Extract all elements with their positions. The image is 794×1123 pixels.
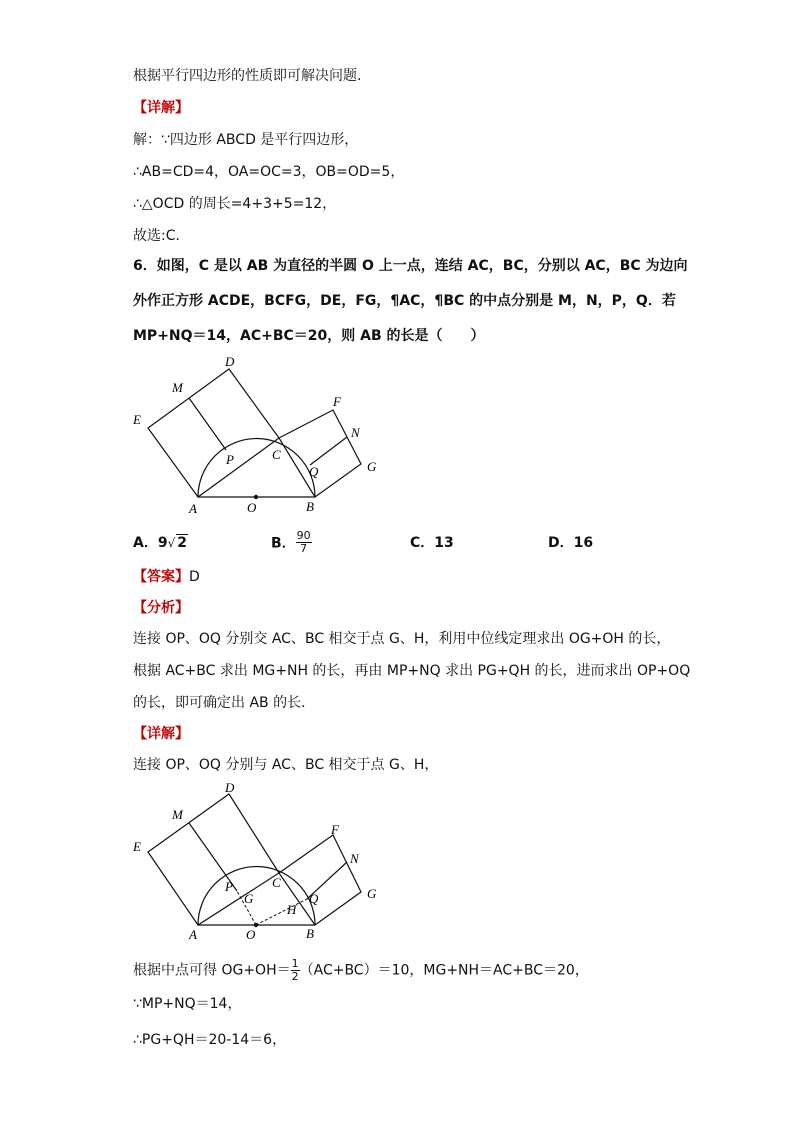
detail-frac-den: 2 <box>291 970 299 983</box>
label-f-2: F <box>331 822 339 837</box>
choice-b-numerator: 90 <box>296 529 311 542</box>
label-n-2: N <box>350 851 359 866</box>
label-d-2: D <box>225 780 235 795</box>
analysis-tag: 【分析】 <box>133 600 189 616</box>
choice-b-denominator: 7 <box>300 542 308 555</box>
detail-line-1: 连接 OP、OQ 分别与 AC、BC 相交于点 G、H， <box>133 757 439 773</box>
segment-mp <box>189 398 226 450</box>
label-g: G <box>367 459 377 474</box>
choice-a-label: A．9 <box>133 535 168 551</box>
label-d: D <box>225 354 235 369</box>
label-f: F <box>333 394 341 409</box>
label-e: E <box>133 412 141 427</box>
detail-line-2-pre: 根据中点可得 OG+OH＝ <box>133 962 291 979</box>
label-o: O <box>247 500 257 515</box>
label-h: H <box>287 902 297 917</box>
choice-a[interactable]: A．9√ 2 <box>133 535 187 551</box>
label-b-2: B <box>306 926 314 941</box>
prev-hint: 根据平行四边形的性质即可解决问题. <box>133 68 362 84</box>
choice-c[interactable]: C．13 <box>410 535 454 551</box>
prev-detail-line-4: 故选:C． <box>133 228 190 244</box>
label-o-2: O <box>246 927 256 942</box>
choice-d[interactable]: D．16 <box>548 535 594 551</box>
label-a-2: A <box>189 927 197 942</box>
label-a: A <box>189 501 197 516</box>
figure-2 <box>128 778 390 946</box>
label-q-2: Q <box>309 891 319 906</box>
segment-nq <box>310 437 347 465</box>
answer-value: D <box>189 569 200 585</box>
analysis-line-2: 根据 AC+BC 求出 MG+NH 的长，再由 MP+NQ 求出 PG+QH 的长，进而求出 OP+OQ <box>133 663 691 679</box>
detail-line-2-post: （AC+BC）＝10，MG+NH＝AC+BC＝20， <box>299 962 589 979</box>
choice-b[interactable] <box>271 530 312 555</box>
answer-line <box>133 568 200 586</box>
detail-tag: 【详解】 <box>133 726 189 742</box>
label-c-2: C <box>272 875 281 890</box>
label-g-inner: G <box>244 891 254 906</box>
q6-choices <box>133 530 653 560</box>
choice-b-label: B． <box>271 535 296 552</box>
choice-a-radicand: 2 <box>177 535 187 551</box>
detail-line-2 <box>133 958 589 983</box>
prev-detail-line-3: ∴△OCD 的周长=4+3+5=12， <box>133 196 337 212</box>
analysis-line-1: 连接 OP、OQ 分别交 AC、BC 相交于点 G、H，利用中位线定理求出 OG+OH 的长， <box>133 631 671 647</box>
label-c: C <box>272 447 281 462</box>
label-q: Q <box>309 464 319 479</box>
q6-line-2: 外作正方形 ACDE，BCFG，DE，FG，¶AC，¶BC 的中点分别是 M，N，P，Q．若 <box>133 293 676 309</box>
detail-frac-num: 1 <box>291 957 299 970</box>
prev-detail-line-1: 解：∵四边形 ABCD 是平行四边形， <box>133 132 359 148</box>
detail-line-4: ∴PG+QH＝20-14＝6， <box>133 1032 287 1048</box>
label-n: N <box>351 425 360 440</box>
analysis-line-3: 的长，即可确定出 AB 的长． <box>133 695 316 711</box>
detail-line-3: ∵MP+NQ＝14， <box>133 996 242 1012</box>
point-o <box>254 495 258 499</box>
semicircle-2 <box>198 867 315 925</box>
label-g-2: G <box>367 886 377 901</box>
answer-tag: 【答案】 <box>133 569 189 585</box>
prev-detail-line-2: ∴AB=CD=4，OA=OC=3，OB=OD=5， <box>133 164 405 180</box>
figure-1 <box>128 352 390 522</box>
label-m: M <box>172 380 183 395</box>
square-acde-2 <box>148 794 279 925</box>
label-e-2: E <box>133 839 141 854</box>
q6-line-3: MP+NQ＝14，AC+BC＝20，则 AB 的长是（ ） <box>133 328 485 344</box>
prev-detail-tag: 【详解】 <box>133 100 189 116</box>
square-bcfg <box>279 410 361 497</box>
q6-line-1: 6．如图，C 是以 AB 为直径的半圆 O 上一点，连结 AC，BC，分别以 AC，BC 为边向 <box>133 258 688 274</box>
label-b: B <box>306 499 314 514</box>
label-m-2: M <box>172 807 183 822</box>
label-p-2: P <box>225 879 233 894</box>
label-p: P <box>226 452 234 467</box>
